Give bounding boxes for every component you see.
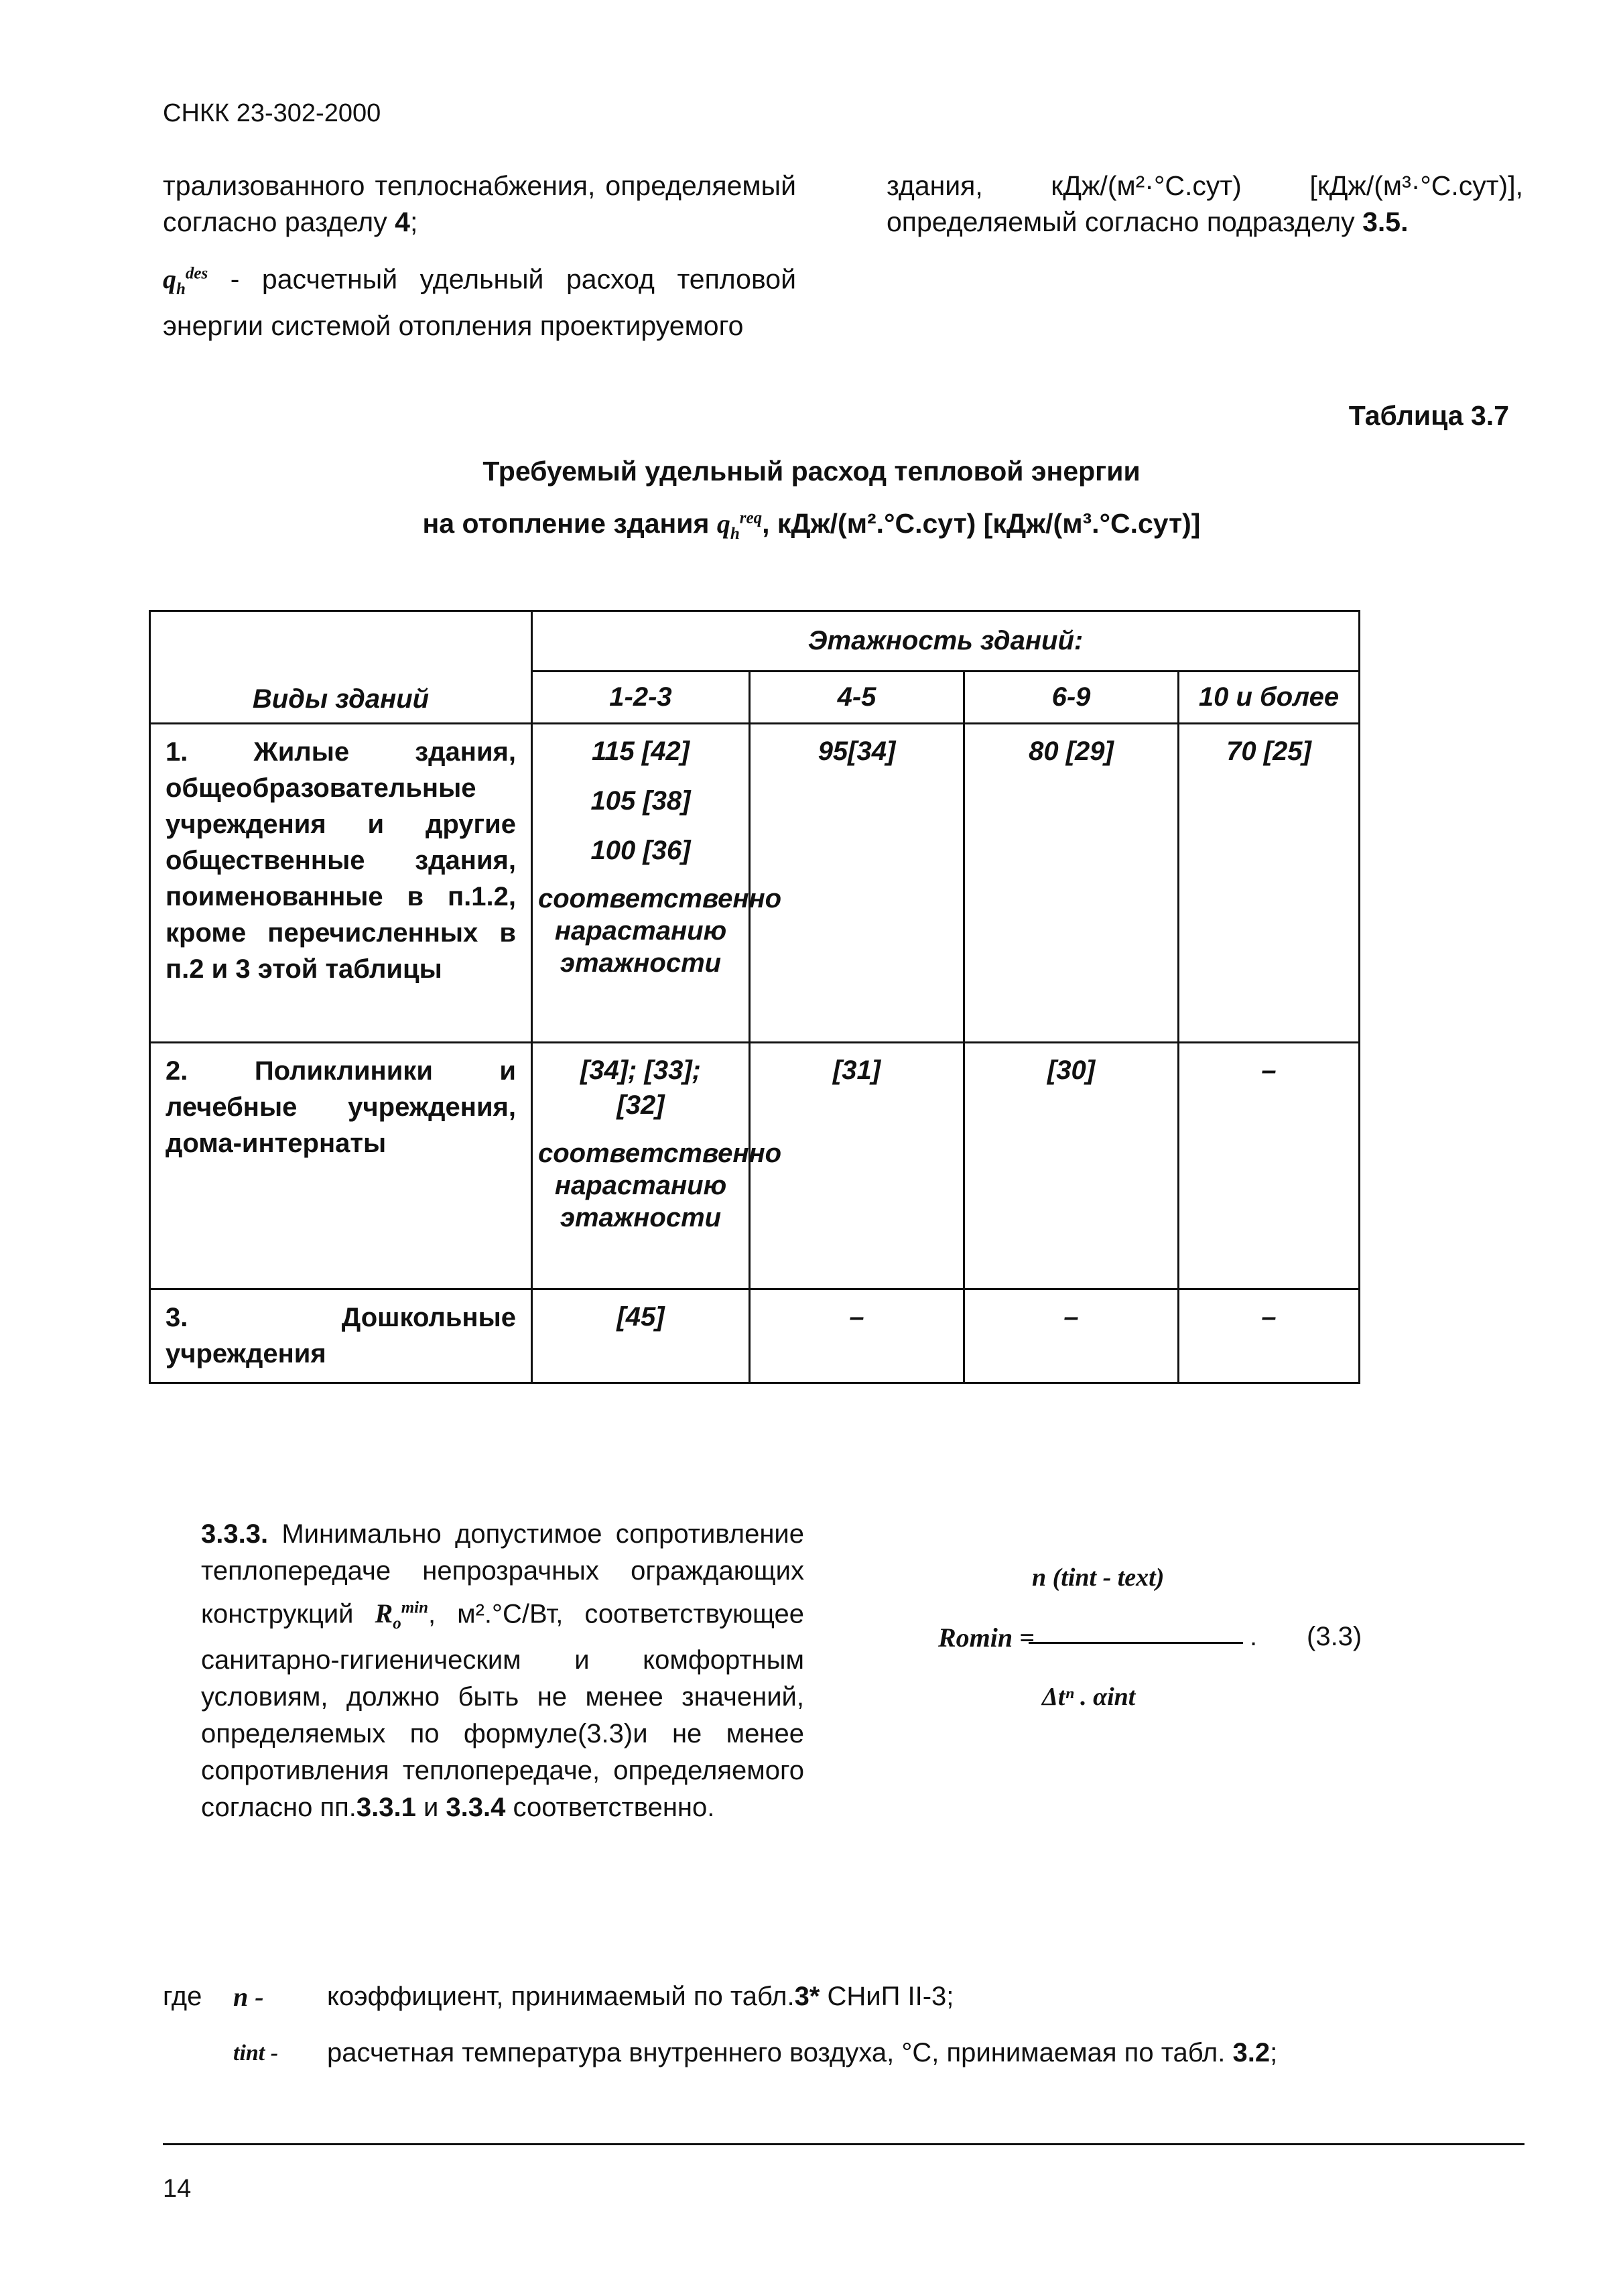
intro-left-column [163,168,796,344]
row-2-col-4: – [1179,1043,1360,1289]
row-1-col-1: 115 [42] 105 [38] 100 [36] соответственно нарастанию этажности [532,724,750,1043]
formula-denominator: Δtⁿ . αint [1042,1683,1136,1711]
q-des-symbol: $q_h^{des}$ [163,264,208,299]
table-title-line-1: Требуемый удельный расход тепловой энергии [482,456,1141,487]
table-row [150,1289,1360,1383]
where-symbol-tint: tint - [233,2041,279,2065]
header-number-of-floors: Этажность зданий: [532,611,1360,672]
header-col-2: 4-5 [750,672,964,724]
row-1-col-3: 80 [29] [964,724,1179,1043]
formula-lhs: Romin = [938,1622,1035,1653]
intro-left-paragraph-1: трализованного теплоснабжения, определяемый согласно разделу 4; [163,170,796,237]
row-2-name: 2. Поликлиники и лечебные учреждения, дома-интернаты [150,1043,532,1289]
row-2-col-1: [34]; [33]; [32] соответственно нарастанию этажности [532,1043,750,1289]
header-col-3: 6-9 [964,672,1179,724]
where-definition-tint: расчетная температура внутреннего воздуха, °С, принимаемая по табл. 3.2; [327,2038,1278,2067]
row-2-col-2: [31] [750,1043,964,1289]
r-min-symbol: $R_o^{min}$ [375,1598,428,1633]
formula-number: (3.3) [1307,1622,1362,1651]
row-3-col-1: [45] [532,1289,750,1383]
row-1-name: 1. Жилые здания, общеобразовательные учреждения и другие общественные здания, поименованные в п.1.2, кроме перечисленных в п.2 и 3 этой таблицы [150,724,532,1043]
formula-dot: . [1250,1622,1258,1651]
heat-consumption-table [149,610,1360,1384]
row-3-col-4: – [1179,1289,1360,1383]
row-3-col-2: – [750,1289,964,1383]
table-label: Таблица 3.7 [1348,400,1509,431]
table-row [150,1043,1360,1289]
row-1-col-4: 70 [25] [1179,724,1360,1043]
where-definition-n: коэффициент, принимаемый по табл.3* СНиП II-3; [327,1982,954,2011]
header-col-1: 1-2-3 [532,672,750,724]
formula-numerator: n (tint - text) [1032,1564,1165,1592]
header-col-4: 10 и более [1179,672,1360,724]
row-2-col-3: [30] [964,1043,1179,1289]
document-code: СНКК 23-302-2000 [163,99,381,127]
q-req-symbol: $q_h^{req}$ [716,509,763,543]
row-3-name: 3. Дошкольные учреждения [150,1289,532,1383]
formula-fraction-line [1029,1642,1243,1644]
row-3-col-3: – [964,1289,1179,1383]
footer-divider [163,2143,1524,2145]
table-row [150,724,1360,1043]
formula-3-3 [891,1555,1401,1729]
intro-right-paragraph: здания, кДж/(м²·°С.сут) [кДж/(м³·°С.сут)], определяемый согласно подразделу 3.5. [887,170,1523,237]
section-3-3-3-paragraph: 3.3.3. Минимально допустимое сопротивление теплопередаче непрозрачных ограждающих конструкций $R_o^{min}$, м².°С/Вт, соответствующее санитарно-гигиеническим и комфортным условиям, должно быть не менее значений, определяемых по формуле(3.3)и не менее сопротивления теплопередаче, определяемого согласно пп.3.3.1 и 3.3.4 соответственно. [201,1519,804,1823]
where-label: где [163,1982,202,2011]
where-symbol-n: n - [233,1982,264,2012]
header-building-types: Виды зданий [150,611,532,724]
intro-right-column [887,168,1523,240]
intro-left-paragraph-2: $q_h^{des}$ - расчетный удельный расход тепловой энергии системой отопления проектируемого [163,263,796,342]
row-1-col-2: 95[34] [750,724,964,1043]
table-title-line-2: на отопление здания $q_h^{req}$, кДж/(м².°С.сут) [кДж/(м³.°С.сут)] [422,508,1201,543]
page-number: 14 [163,2175,192,2203]
